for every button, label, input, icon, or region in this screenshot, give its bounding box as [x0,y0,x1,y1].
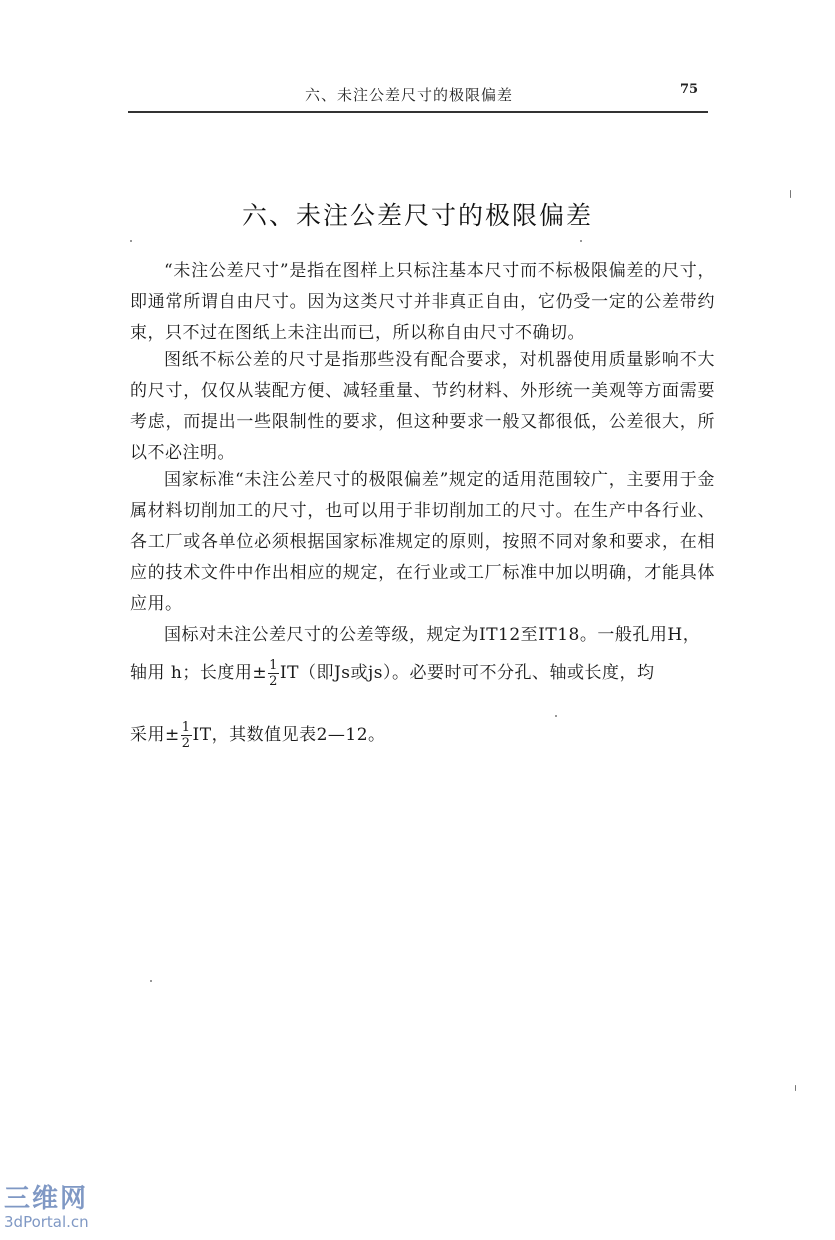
scan-speck [130,240,132,242]
scan-speck [795,1085,796,1091]
half-fraction [268,658,279,689]
fraction-numerator: 1 [181,720,191,735]
tolerance-line-2-start: 轴用 h；长度用± [130,663,268,683]
section-title: 六、未注公差尺寸的极限偏差 [241,201,593,230]
tolerance-line-2-end: IT（即Js或js）。必要时可不分孔、轴或长度，均 [279,663,655,683]
tolerance-line-2 [130,658,654,689]
fraction-denominator: 2 [269,674,278,689]
tolerance-line-3-start: 采用± [130,725,180,745]
tolerance-line-3 [130,720,386,751]
fraction-numerator: 1 [269,658,278,673]
tolerance-line-1: 国标对未注公差尺寸的公差等级，规定为IT12至IT18。一般孔用H， [164,625,701,645]
paragraph-definition: “未注公差尺寸”是指在图样上只标注基本尺寸而不标极限偏差的尺寸，即通常所谓自由尺寸。因为这类尺寸并非真正自由，它仍受一定的公差带约束，只不过在图纸上未注出而已，所以称自由尺寸不确切。 [130,261,715,343]
scan-speck [555,715,557,717]
running-header: 六、未注公差尺寸的极限偏差 [305,86,514,104]
paragraph-drawing-dimensions: 图纸不标公差的尺寸是指那些没有配合要求，对机器使用质量影响不大的尺寸，仅仅从装配方便、减轻重量、节约材料、外形统一美观等方面需要考虑，而提出一些限制性的要求，但这种要求一般又都很低，公差很大，所以不必注明。 [130,350,715,463]
watermark-domain: 3dPortal.cn [4,1213,89,1231]
scan-speck [150,980,152,982]
watermark-logo: 三维网 [4,1184,89,1214]
scan-speck [580,240,582,242]
half-fraction [181,720,192,751]
fraction-denominator: 2 [181,736,191,751]
tolerance-line-3-end: IT，其数值见表2—12。 [192,725,386,745]
paragraph-national-standard: 国家标准“未注公差尺寸的极限偏差”规定的适用范围较广，主要用于金属材料切削加工的尺寸，也可以用于非切削加工的尺寸。在生产中各行业、各工厂或各单位必须根据国家标准规定的原则，按照不同对象和要求，在相应的技术文件中作出相应的规定，在行业或工厂标准中加以明确，才能具体应用。 [130,470,715,614]
watermark [4,1185,89,1231]
page-number: 75 [680,82,699,97]
header-rule [128,111,708,113]
scan-speck [790,190,791,198]
